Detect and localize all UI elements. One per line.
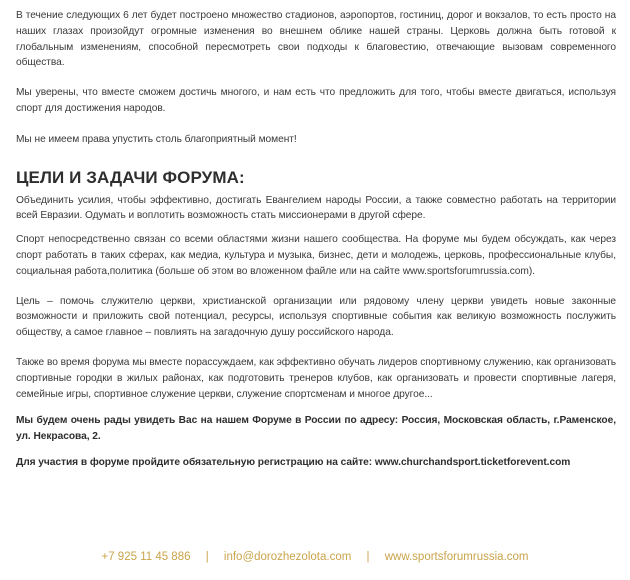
goals-paragraph-2: Спорт непосредственно связан со всеми областями жизни нашего сообщества. На форуме мы будем обсуждать, как через спорт работать в таких сферах, как медиа, культура и музыка, бизнес, дети и молодежь, церковь, профессиональные клубы, социальная работа,политика (больше об этом во вложенном файле или на сайте www.sportsforumrussia.com). (16, 234, 616, 277)
goals-paragraph-4: Также во время форума мы вместе порассуждаем, как эффективно обучать лидеров спортивному служению, как организовать спортивные городки в жилых районах, как подготовить тренеров клубов, как организовать и провести спортивные лагеря, семейные игры, спортивное служение церкви, служение спортсменам и многое другое... (16, 356, 616, 400)
contact-footer (0, 549, 630, 565)
goals-paragraph-3: Цель – помочь служителю церкви, христианской организации или рядовому члену церкви увидеть новые законные возможности и приложить свой потенциал, ресурсы, используя спортивные события как великую возможность послужить обществу, а самое главное – повлиять на загадочную душу российского народа. (16, 295, 616, 339)
goals-paragraph-1: Объединить усилия, чтобы эффективно, достигать Евангелием народы России, а также совместно работать на территории всей Евразии. Одумать и воплотить возможность стать миссионерами в другой сфере. (16, 194, 616, 222)
invite-registration: Для участия в форуме пройдите обязательную регистрацию на сайте: www.churchandsport.ticketforevent.com (16, 456, 571, 468)
footer-separator: | (205, 551, 209, 563)
intro-paragraph-2: Мы уверены, что вместе сможем достичь многого, и нам есть что предложить для того, чтобы вместе двигаться, используя спорт для достижения народов. (16, 87, 616, 114)
intro-paragraph-3: Мы не имеем права упустить столь благоприятный момент! (16, 133, 297, 145)
footer-separator: | (366, 551, 370, 563)
goals-heading: ЦЕЛИ И ЗАДАЧИ ФОРУМА: (16, 167, 245, 187)
footer-phone: +7 925 11 45 886 (101, 551, 191, 563)
invite-address: Мы будем очень рады увидеть Вас на нашем Форуме в России по адресу: Россия, Московская область, г.Раменское, ул. Некрасова, 2. (16, 415, 616, 443)
footer-email-link[interactable]: info@dorozhezolota.com (223, 551, 352, 563)
intro-paragraph-1: В течение следующих 6 лет будет построено множество стадионов, аэропортов, гостиниц, дорог и вокзалов, то есть просто на наших глазах произойдут огромные изменения во внешнем облике нашей страны. Церковь должна быть готовой к глобальным изменениям, способной пересмотреть свои подходы к благовестию, отвечающие вызовам современного общества. (16, 10, 616, 69)
footer-website-link[interactable]: www.sportsforumrussia.com (384, 551, 529, 563)
